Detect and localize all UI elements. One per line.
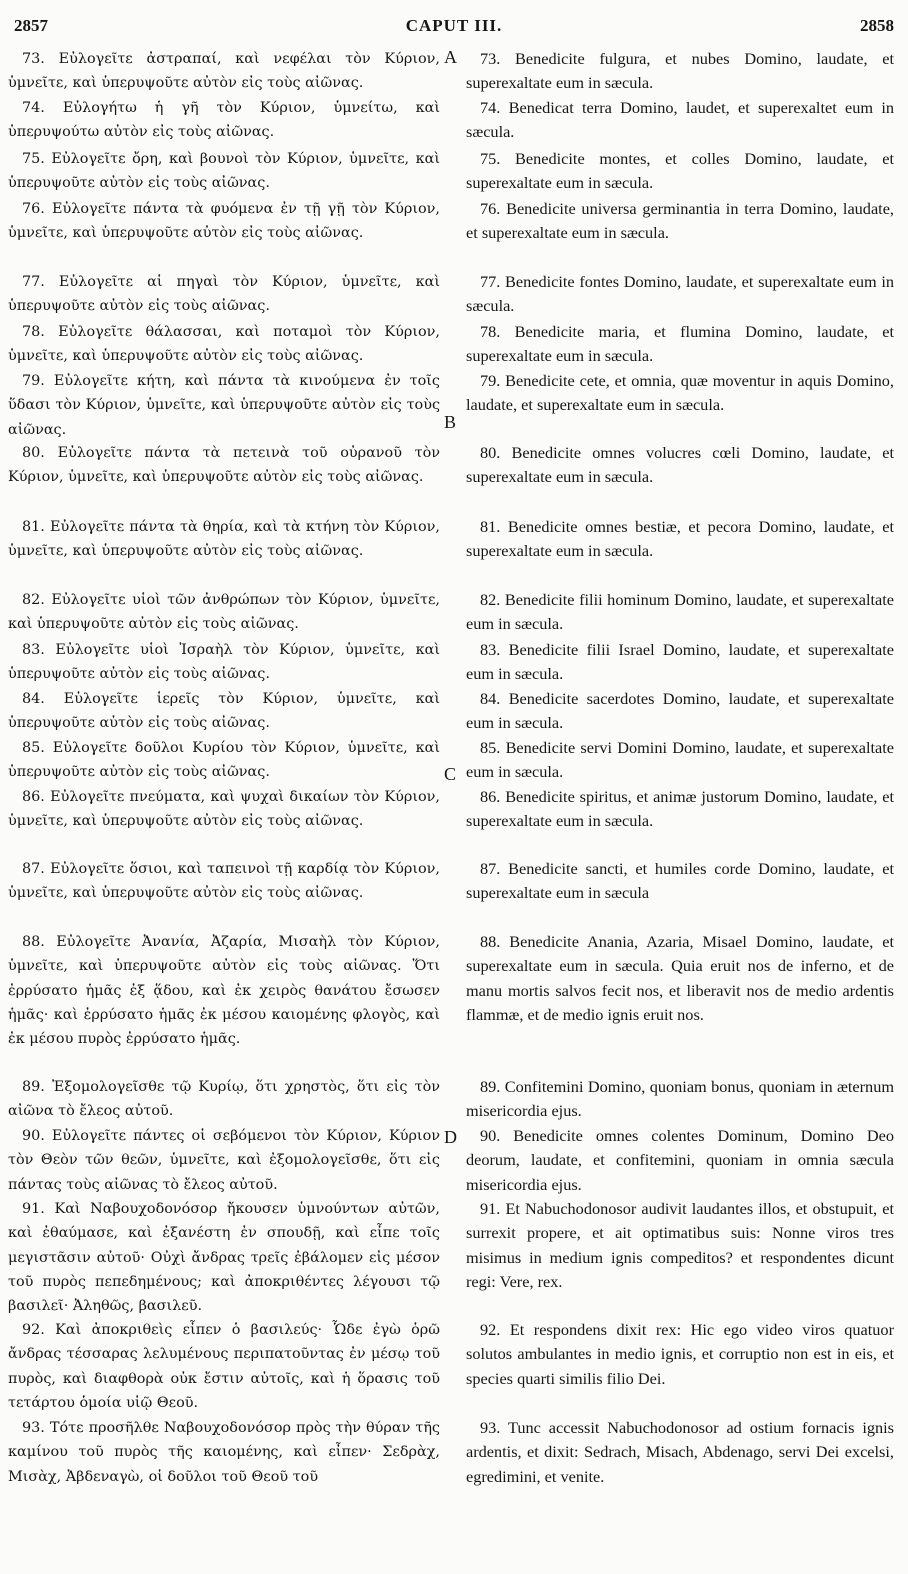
greek-verse-92: 92. Καὶ ἀποκριθεὶς εἶπεν ὁ βασιλεύς· Ὧδε ἐγὼ ὁρῶ ἄνδρας τέσσαρας λελυμένους περιπατοῦντας ἐν μέσῳ τοῦ πυρὸς, καὶ διαφθορὰ οὐκ ἔστιν αὐτοῖς, καὶ ἡ ὅρασις τοῦ τετάρτου ὁμοία υἱῷ Θεοῦ. <box>8 1322 440 1411</box>
greek-verse-76: 76. Εὐλογεῖτε πάντα τὰ φυόμενα ἐν τῇ γῇ τὸν Κύριον, ὑμνεῖτε, καὶ ὑπερυψοῦτε αὐτὸν εἰς τοὺς αἰῶνας. <box>8 201 440 242</box>
latin-verse-76: 76. Benedicite universa germinantia in terra Domino, laudate, et superexaltate eum in sæcula. <box>466 199 894 243</box>
latin-verse-89: 89. Confitemini Domino, quoniam bonus, quoniam in æternum misericordia ejus. <box>466 1077 894 1121</box>
latin-verse-75: 75. Benedicite montes, et colles Domino, laudate, et superexaltate eum in sæcula. <box>466 149 894 193</box>
section-marker-d: D <box>444 1127 457 1147</box>
greek-verse-90: 90. Εὐλογεῖτε πάντες οἱ σεβόμενοι τὸν Κύριον, Κύριον τὸν Θεὸν τῶν θεῶν, ὑμνεῖτε, καὶ ἐξομολογεῖσθε, ὅτι εἰς πάντας τοὺς αἰῶνας τὸ ἔλεος αὐτοῦ. <box>8 1128 440 1193</box>
greek-verse-79: 79. Εὐλογεῖτε κήτη, καὶ πάντα τὰ κινούμενα ἐν τοῖς ὕδασι τὸν Κύριον, ὑμνεῖτε, καὶ ὑπερυψοῦτε αὐτὸν εἰς τοὺς αἰῶνας. <box>8 373 440 438</box>
greek-verse-81: 81. Εὐλογεῖτε πάντα τὰ θηρία, καὶ τὰ κτήνη τὸν Κύριον, ὑμνεῖτε, καὶ ὑπερυψοῦτε αὐτὸν εἰς τοὺς αἰῶνας. <box>8 519 440 560</box>
greek-verse-84: 84. Εὐλογεῖτε ἱερεῖς τὸν Κύριον, ὑμνεῖτε, καὶ ὑπερυψοῦτε αὐτὸν εἰς τοὺς αἰῶνας. <box>8 691 440 732</box>
latin-verse-84: 84. Benedicite sacerdotes Domino, laudate, et superexaltate eum in sæcula. <box>466 689 894 733</box>
greek-verse-87: 87. Εὐλογεῖτε ὅσιοι, καὶ ταπεινοὶ τῇ καρδίᾳ τὸν Κύριον, ὑμνεῖτε, καὶ ὑπερυψοῦτε αὐτὸν εἰς τοὺς αἰῶνας. <box>8 861 440 902</box>
latin-verse-78: 78. Benedicite maria, et flumina Domino, laudate, et superexaltate eum in sæcula. <box>466 322 894 366</box>
running-title: CAPUT III. <box>405 16 503 35</box>
greek-verse-75: 75. Εὐλογεῖτε ὄρη, καὶ βουνοὶ τὸν Κύριον, ὑμνεῖτε, καὶ ὑπερυψοῦτε αὐτὸν εἰς τοὺς αἰῶνας. <box>8 151 440 192</box>
latin-verse-86: 86. Benedicite spiritus, et animæ justorum Domino, laudate, et superexaltate eum in sæcula. <box>466 787 894 831</box>
latin-verse-74: 74. Benedicat terra Domino, laudet, et superexaltet eum in sæcula. <box>466 98 894 142</box>
greek-verse-86: 86. Εὐλογεῖτε πνεύματα, καὶ ψυχαὶ δικαίων τὸν Κύριον, ὑμνεῖτε, καὶ ὑπερυψοῦτε αὐτὸν εἰς τοὺς αἰῶνας. <box>8 789 440 830</box>
greek-verse-74: 74. Εὐλογήτω ἡ γῆ τὸν Κύριον, ὑμνείτω, καὶ ὑπερυψούτω αὐτὸν εἰς τοὺς αἰῶνας. <box>8 100 440 141</box>
latin-verse-77: 77. Benedicite fontes Domino, laudate, et superexaltate eum in sæcula. <box>466 272 894 316</box>
left-page-number: 2857 <box>14 16 48 35</box>
latin-verse-91: 91. Et Nabuchodonosor audivit laudantes illos, et obstupuit, et surrexit propere, et ait optimatibus suis: Nonne viros tres misimus in medium ignis compeditos? et respondentes dicunt regi: Vere, rex. <box>466 1199 894 1291</box>
latin-verse-93: 93. Tunc accessit Nabuchodonosor ad ostium fornacis ignis ardentis, et dixit: Sedrach, Misach, Abdenago, servi Dei excelsi, egredimini, et venite. <box>466 1418 894 1486</box>
greek-verse-77: 77. Εὐλογεῖτε αἱ πηγαὶ τὸν Κύριον, ὑμνεῖτε, καὶ ὑπερυψοῦτε αὐτὸν εἰς τοὺς αἰῶνας. <box>8 274 440 315</box>
greek-verse-88: 88. Εὐλογεῖτε Ἀνανία, Ἀζαρία, Μισαὴλ τὸν Κύριον, ὑμνεῖτε, καὶ ὑπερυψοῦτε αὐτὸν εἰς τοὺς αἰῶνας. Ὅτι ἐρρύσατο ἡμᾶς ἐξ ᾅδου, καὶ ἐκ χειρὸς θανάτου ἔσωσεν ἡμᾶς· καὶ ἐρρύσατο ἡμᾶς ἐκ μέσου καιομένης φλογὸς, καὶ ἐκ μέσου πυρὸς ἐρρύσατο ἡμᾶς. <box>8 934 440 1048</box>
latin-verse-92: 92. Et respondens dixit rex: Hic ego video viros quatuor solutos ambulantes in medio ignis, et corruptio non est in eis, et species quarti similis filio Dei. <box>466 1320 894 1388</box>
section-marker-a: A <box>444 47 457 67</box>
latin-verse-80: 80. Benedicite omnes volucres cœli Domino, laudate, et superexaltate eum in sæcula. <box>466 443 894 487</box>
right-page-number: 2858 <box>860 16 894 35</box>
latin-verse-82: 82. Benedicite filii hominum Domino, laudate, et superexaltate eum in sæcula. <box>466 590 894 634</box>
greek-verse-82: 82. Εὐλογεῖτε υἱοὶ τῶν ἀνθρώπων τὸν Κύριον, ὑμνεῖτε, καὶ ὑπερυψοῦτε αὐτὸν εἰς τοὺς αἰῶνας. <box>8 592 440 633</box>
greek-verse-73: 73. Εὐλογεῖτε ἀστραπαί, καὶ νεφέλαι τὸν Κύριον, ὑμνεῖτε, καὶ ὑπερυψοῦτε αὐτὸν εἰς τοὺς αἰῶνας. <box>8 51 440 92</box>
latin-verse-87: 87. Benedicite sancti, et humiles corde Domino, laudate, et superexaltate eum in sæcula <box>466 859 894 903</box>
latin-verse-73: 73. Benedicite fulgura, et nubes Domino, laudate, et superexaltate eum in sæcula. <box>466 49 894 93</box>
greek-verse-93: 93. Τότε προσῆλθε Ναβουχοδονόσορ πρὸς τὴν θύραν τῆς καμίνου τοῦ πυρὸς τῆς καιομένης, καὶ εἶπεν· Σεδρὰχ, Μισὰχ, Ἀβδεναγὼ, οἱ δοῦλοι τοῦ Θεοῦ τοῦ <box>8 1420 440 1485</box>
latin-verse-88: 88. Benedicite Anania, Azaria, Misael Domino, laudate, et superexaltate eum in sæcula. Quia eruit nos de inferno, et de manu mortis salvos fecit nos, et liberavit nos de medio ardentis flammæ, et de medio ignis eruit nos. <box>466 932 894 1024</box>
latin-verse-85: 85. Benedicite servi Domini Domino, laudate, et superexaltate eum in sæcula. <box>466 738 894 782</box>
section-marker-b: B <box>444 412 457 432</box>
greek-verse-85: 85. Εὐλογεῖτε δοῦλοι Κυρίου τὸν Κύριον, ὑμνεῖτε, καὶ ὑπερυψοῦτε αὐτὸν εἰς τοὺς αἰῶνας. <box>8 740 440 781</box>
latin-verse-83: 83. Benedicite filii Israel Domino, laudate, et superexaltate eum in sæcula. <box>466 640 894 684</box>
section-marker-c: C <box>444 764 457 784</box>
latin-verse-79: 79. Benedicite cete, et omnia, quæ moventur in aquis Domino, laudate, et superexaltate eum in sæcula. <box>466 371 894 415</box>
greek-verse-91: 91. Καὶ Ναβουχοδονόσορ ἤκουσεν ὑμνούντων αὐτῶν, καὶ ἐθαύμασε, καὶ ἐξανέστη ἐν σπουδῇ, καὶ εἶπε τοῖς μεγιστᾶσιν αὐτοῦ· Οὐχὶ ἄνδρας τρεῖς ἐβάλομεν εἰς μέσον τοῦ πυρὸς πεπεδημένους; καὶ ἀποκριθέντες λέγουσι τῷ βασιλεῖ· Ἀληθῶς, βασιλεῦ. <box>8 1201 440 1315</box>
latin-verse-81: 81. Benedicite omnes bestiæ, et pecora Domino, laudate, et superexaltate eum in sæcula. <box>466 517 894 561</box>
latin-verse-90: 90. Benedicite omnes colentes Dominum, Domino Deo deorum, laudate, et confitemini, quoniam in omnia sæcula misericordia ejus. <box>466 1126 894 1194</box>
greek-verse-83: 83. Εὐλογεῖτε υἱοὶ Ἰσραὴλ τὸν Κύριον, ὑμνεῖτε, καὶ ὑπερυψοῦτε αὐτὸν εἰς τοὺς αἰῶνας. <box>8 642 440 683</box>
greek-verse-80: 80. Εὐλογεῖτε πάντα τὰ πετεινὰ τοῦ οὐρανοῦ τὸν Κύριον, ὑμνεῖτε, καὶ ὑπερυψοῦτε αὐτὸν εἰς τοὺς αἰῶνας. <box>8 445 440 486</box>
greek-verse-89: 89. Ἐξομολογεῖσθε τῷ Κυρίῳ, ὅτι χρηστὸς, ὅτι εἰς τὸν αἰῶνα τὸ ἔλεος αὐτοῦ. <box>8 1079 440 1120</box>
greek-verse-78: 78. Εὐλογεῖτε θάλασσαι, καὶ ποταμοὶ τὸν Κύριον, ὑμνεῖτε, καὶ ὑπερυψοῦτε αὐτὸν εἰς τοὺς αἰῶνας. <box>8 324 440 365</box>
